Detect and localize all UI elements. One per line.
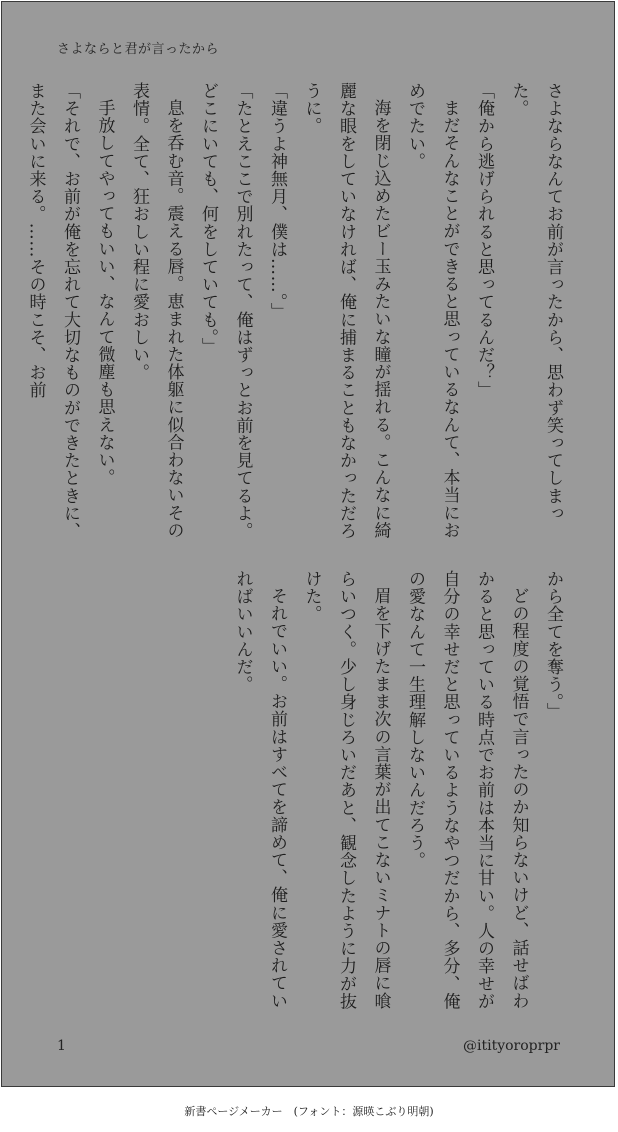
paragraph: それでいい。お前はすべてを諦めて、俺に愛されていればいいんだ。 xyxy=(232,570,287,1010)
paragraph: 「たとえここで別れたって、俺はずっとお前を見てるよ。どこにいても、何をしていても。」 xyxy=(198,82,253,540)
paragraph: から全てを奪う。」 xyxy=(543,570,563,720)
paragraph: まだそんなことができると思っているなんて、本当におめでたい。 xyxy=(405,82,460,539)
generator-caption: 新書ページメーカー (フォント：源暎こぶり明朝) xyxy=(184,1105,434,1118)
author-handle: @itityoroprpr xyxy=(463,1038,560,1054)
paragraph: 「それで、お前が俺を忘れて大切なものができたときに、また会いに来る。……その時こそ、お前 xyxy=(25,82,80,540)
page-title: さよならと君が言ったから xyxy=(57,42,220,57)
book-page xyxy=(1,1,615,1087)
paragraph: さよならなんてお前が言ったから、思わず笑ってしまった。 xyxy=(508,82,563,522)
paragraph: 海を閉じ込めたビー玉みたいな瞳が揺れる。こんなに綺麗な眼をしていなければ、俺に捕まることもなかっただろうに。 xyxy=(301,82,391,540)
paragraph: 眉を下げたまま次の言葉が出てこないミナトの唇に喰らいつく。少し身じろいだあと、観念したように力が抜けた。 xyxy=(301,570,391,1010)
paragraph: 手放してやってもいい、なんて微塵も思えない。 xyxy=(94,99,115,487)
page-number: 1 xyxy=(57,1038,66,1054)
paragraph: 「俺から逃げられると思ってるんだ？」 xyxy=(474,82,494,399)
paragraph: 息を呑む音。震える唇。恵まれた体躯に似合わないその表情。全て、狂おしい程に愛おしい。 xyxy=(129,82,184,539)
text-block-bottom xyxy=(225,570,570,1025)
paragraph: どの程度の覚悟で言ったのか知らないけど、話せばわかると思っている時点でお前は本当に甘い。人の幸せが自分の幸せだと思っているようなやつだから、多分、俺の愛なんて一生理解しないんだろう。 xyxy=(405,570,529,1010)
text-block-top xyxy=(18,82,570,542)
paragraph: 「違うよ神無月、僕は……。」 xyxy=(267,82,287,320)
